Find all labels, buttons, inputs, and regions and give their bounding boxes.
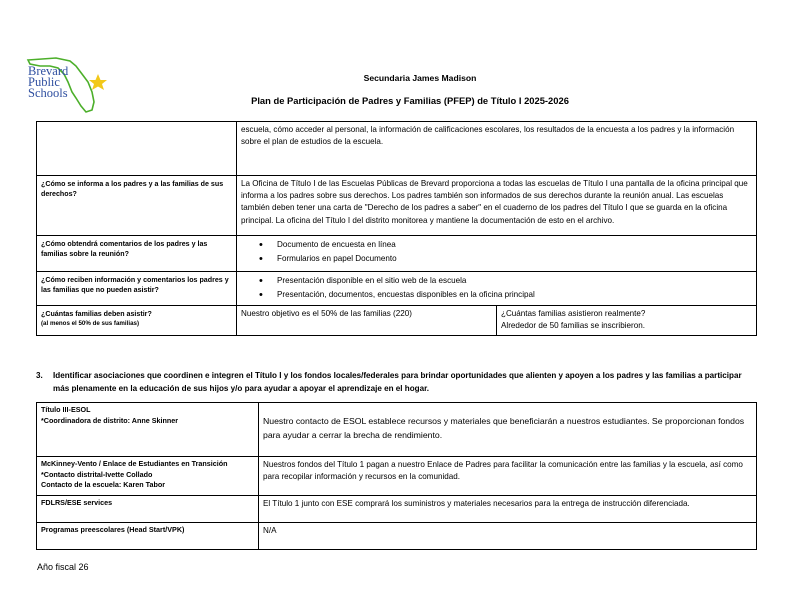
actual-cell: ¿Cuántas familias asistieron realmente? Alrededor de 50 familias se inscribieron. bbox=[497, 306, 757, 336]
program-cell: McKinney-Vento / Enlace de Estudiantes en Transición *Contacto distrital-Ivette Collado Contacto de la escuela: Karen Tabor bbox=[37, 457, 259, 496]
list-item: • Presentación, documentos, encuestas disponibles en la oficina principal bbox=[277, 288, 752, 302]
table-row bbox=[37, 496, 757, 523]
answer-cell bbox=[237, 236, 757, 272]
table-row bbox=[37, 122, 757, 176]
program-cell: FDLRS/ESE services bbox=[37, 496, 259, 523]
fiscal-year-footer: Año fiscal 26 bbox=[37, 562, 89, 572]
partnerships-table bbox=[36, 402, 757, 550]
question-cell: ¿Cómo reciben información y comentarios los padres y las familias que no pueden asistir? bbox=[37, 272, 237, 306]
answer-cell: La Oficina de Título I de las Escuelas Públicas de Brevard proporciona a todas las escuelas de Título I una pantalla de la oficina principal que informa a los padres sobre sus derechos. Los padres también son informados de sus derechos durante la reunión anual. Las escuelas también deben tener una carta de "Derecho de los padres a saber" en el cuaderno de los padres del Título I que se guarda en la oficina principal. La oficina del Título I del distrito monitorea y mantiene la documentación de esto en el archivo. bbox=[237, 176, 757, 236]
list-item: • Presentación disponible en el sitio web de la escuela bbox=[277, 274, 752, 288]
meeting-table bbox=[36, 121, 757, 336]
goal-cell: Nuestro objetivo es el 50% de las familias (220) bbox=[237, 306, 497, 336]
table-row bbox=[37, 403, 757, 457]
table-row bbox=[37, 176, 757, 236]
answer-cell: escuela, cómo acceder al personal, la información de calificaciones escolares, los resultados de la encuesta a los padres y la información sobre el plan de estudios de la escuela. bbox=[237, 122, 757, 176]
answer-cell: Nuestros fondos del Título 1 pagan a nuestro Enlace de Padres para facilitar la comunicación entre las familias y la escuela, así como para recopilar información y recursos en la comunidad. bbox=[259, 457, 757, 496]
program-cell: Programas preescolares (Head Start/VPK) bbox=[37, 523, 259, 550]
question-cell bbox=[37, 122, 237, 176]
table-row bbox=[37, 272, 757, 306]
section-3-heading: 3. Identificar asociaciones que coordinen e integren el Título I y los fondos locales/federales para brindar oportunidades que alienten y apoyen a los padres y las familias a participar más plenamente en la educación de sus hijos y/o para ayudar a apoyar el aprendizaje en el hogar. bbox=[36, 371, 742, 393]
table-row bbox=[37, 306, 757, 336]
logo-text: Brevard Public Schools bbox=[28, 64, 69, 100]
table-row bbox=[37, 236, 757, 272]
school-name: Secundaria James Madison bbox=[363, 73, 477, 83]
table-row bbox=[37, 523, 757, 550]
answer-cell bbox=[237, 272, 757, 306]
table-row bbox=[37, 457, 757, 496]
list-item: • Documento de encuesta en línea bbox=[277, 238, 752, 252]
brevard-logo bbox=[26, 52, 110, 116]
question-cell: ¿Cómo se informa a los padres y a las familias de sus derechos? bbox=[37, 176, 237, 236]
answer-cell: Nuestro contacto de ESOL establece recursos y materiales que beneficiarán a nuestros estudiantes. Se proporcionan fondos para ayudar a cerrar la brecha de rendimiento. bbox=[259, 403, 757, 457]
plan-title: Plan de Participación de Padres y Familias (PFEP) de Título I 2025-2026 bbox=[251, 95, 569, 106]
list-item: • Formularios en papel Documento bbox=[277, 252, 752, 266]
answer-cell: N/A bbox=[259, 523, 757, 550]
question-cell: ¿Cómo obtendrá comentarios de los padres y las familias sobre la reunión? bbox=[37, 236, 237, 272]
answer-cell: El Título 1 junto con ESE comprará los suministros y materiales necesarios para la entrega de instrucción diferenciada. bbox=[259, 496, 757, 523]
program-cell: Título III-ESOL *Coordinadora de distrito: Anne Skinner bbox=[37, 403, 259, 457]
question-cell: ¿Cuántas familias deben asistir? (al menos el 50% de sus familias) bbox=[37, 306, 237, 336]
